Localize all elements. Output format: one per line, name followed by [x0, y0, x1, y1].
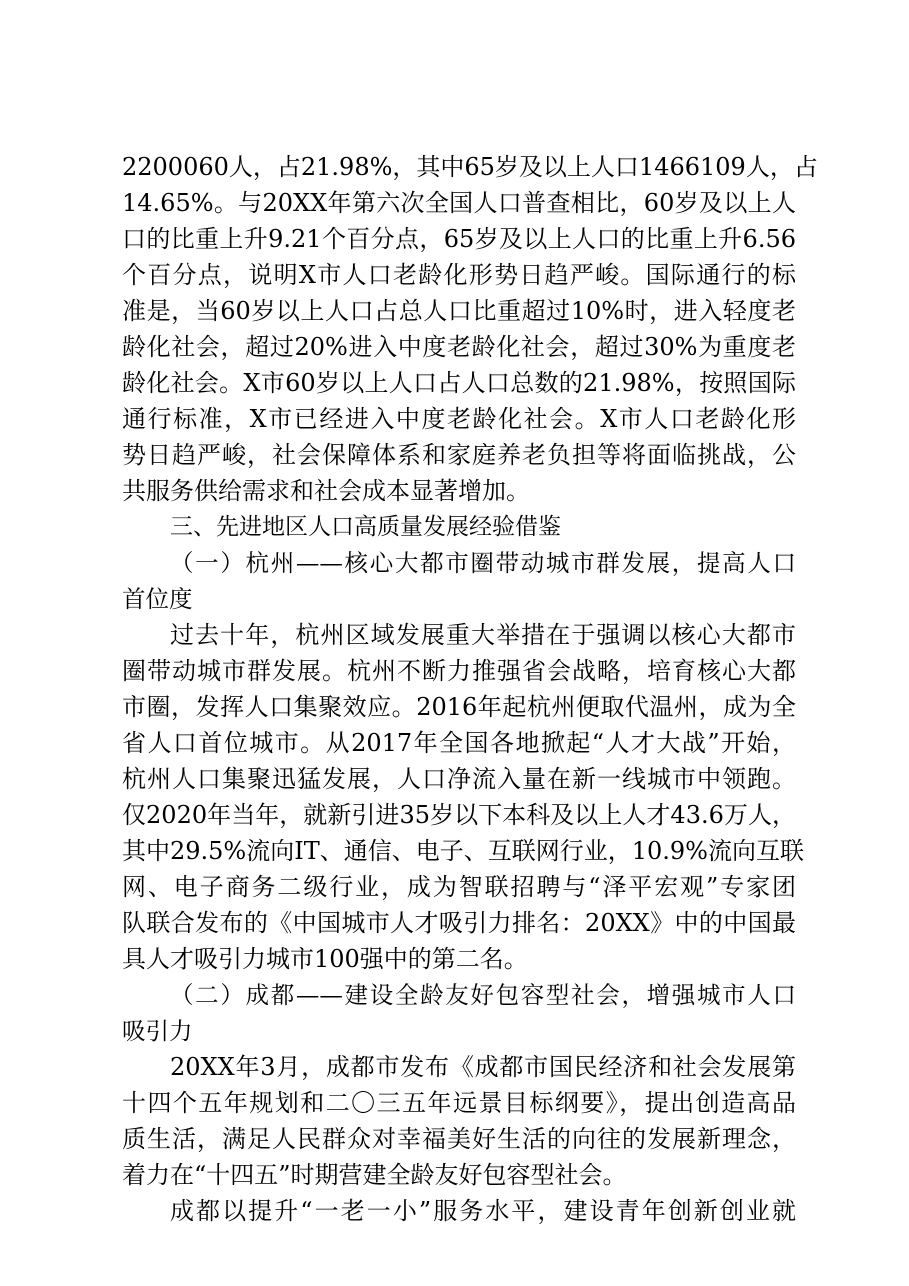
subsection-heading: （一）杭州——核心大都市圈带动城市群发展，提高人口 — [170, 549, 796, 577]
body-text-line: 着力在“十四五”时期营建全龄友好包容型社会。 — [122, 1161, 627, 1189]
body-text-line: 市圈，发挥人口集聚效应。2016年起杭州便取代温州，成为全 — [122, 693, 796, 721]
body-text-line: 14.65%。与20XX年第六次全国人口普查相比，60岁及以上人 — [122, 189, 796, 217]
body-text-line: 龄化社会，超过20%进入中度老龄化社会，超过30%为重度老 — [122, 333, 796, 361]
body-text-line: 准是，当60岁以上人口占总人口比重超过10%时，进入轻度老 — [122, 297, 796, 325]
subsection-heading: （二）成都——建设全龄友好包容型社会，增强城市人口 — [170, 981, 796, 1009]
body-text-line: 口的比重上升9.21个百分点，65岁及以上人口的比重上升6.56 — [122, 225, 796, 253]
body-text-line: 网、电子商务二级行业，成为智联招聘与“泽平宏观”专家团 — [122, 873, 796, 901]
body-text-line: 势日趋严峻，社会保障体系和家庭养老负担等将面临挑战，公 — [122, 441, 796, 469]
body-text-line: 具人才吸引力城市100强中的第二名。 — [122, 945, 528, 973]
body-text-line: 20XX年3月，成都市发布《成都市国民经济和社会发展第 — [170, 1053, 796, 1081]
body-text-line: 个百分点，说明X市人口老龄化形势日趋严峻。国际通行的标 — [122, 261, 796, 289]
body-text-line: 共服务供给需求和社会成本显著增加。 — [122, 477, 530, 505]
body-text-line: 仅2020年当年，就新引进35岁以下本科及以上人才43.6万人， — [122, 801, 796, 829]
body-text-line: 2200060人，占21.98%，其中65岁及以上人口1466109人，占 — [122, 153, 818, 181]
body-text-line: 过去十年，杭州区域发展重大举措在于强调以核心大都市 — [170, 621, 796, 649]
body-text-line: 十四个五年规划和二〇三五年远景目标纲要》，提出创造高品 — [122, 1089, 796, 1117]
subsection-heading: 吸引力 — [122, 1017, 193, 1045]
body-text-line: 龄化社会。X市60岁以上人口占人口总数的21.98%，按照国际 — [122, 369, 796, 397]
body-text-line: 其中29.5%流向IT、通信、电子、互联网行业，10.9%流向互联 — [122, 837, 804, 865]
section-heading: 三、先进地区人口高质量发展经验借鉴 — [170, 514, 561, 540]
body-text-line: 杭州人口集聚迅猛发展，人口净流入量在新一线城市中领跑。 — [122, 765, 796, 793]
subsection-heading: 首位度 — [122, 585, 193, 613]
body-text-line: 质生活，满足人民群众对幸福美好生活的向往的发展新理念， — [122, 1125, 796, 1153]
body-text-line: 队联合发布的《中国城市人才吸引力排名：20XX》中的中国最 — [122, 909, 796, 937]
body-text-line: 成都以提升“一老一小”服务水平，建设青年创新创业就 — [170, 1197, 796, 1225]
body-text-line: 通行标准，X市已经进入中度老龄化社会。X市人口老龄化形 — [122, 405, 796, 433]
body-text-line: 圈带动城市群发展。杭州不断力推强省会战略，培育核心大都 — [122, 657, 796, 685]
body-text-line: 省人口首位城市。从2017年全国各地掀起“人才大战”开始， — [122, 729, 796, 757]
